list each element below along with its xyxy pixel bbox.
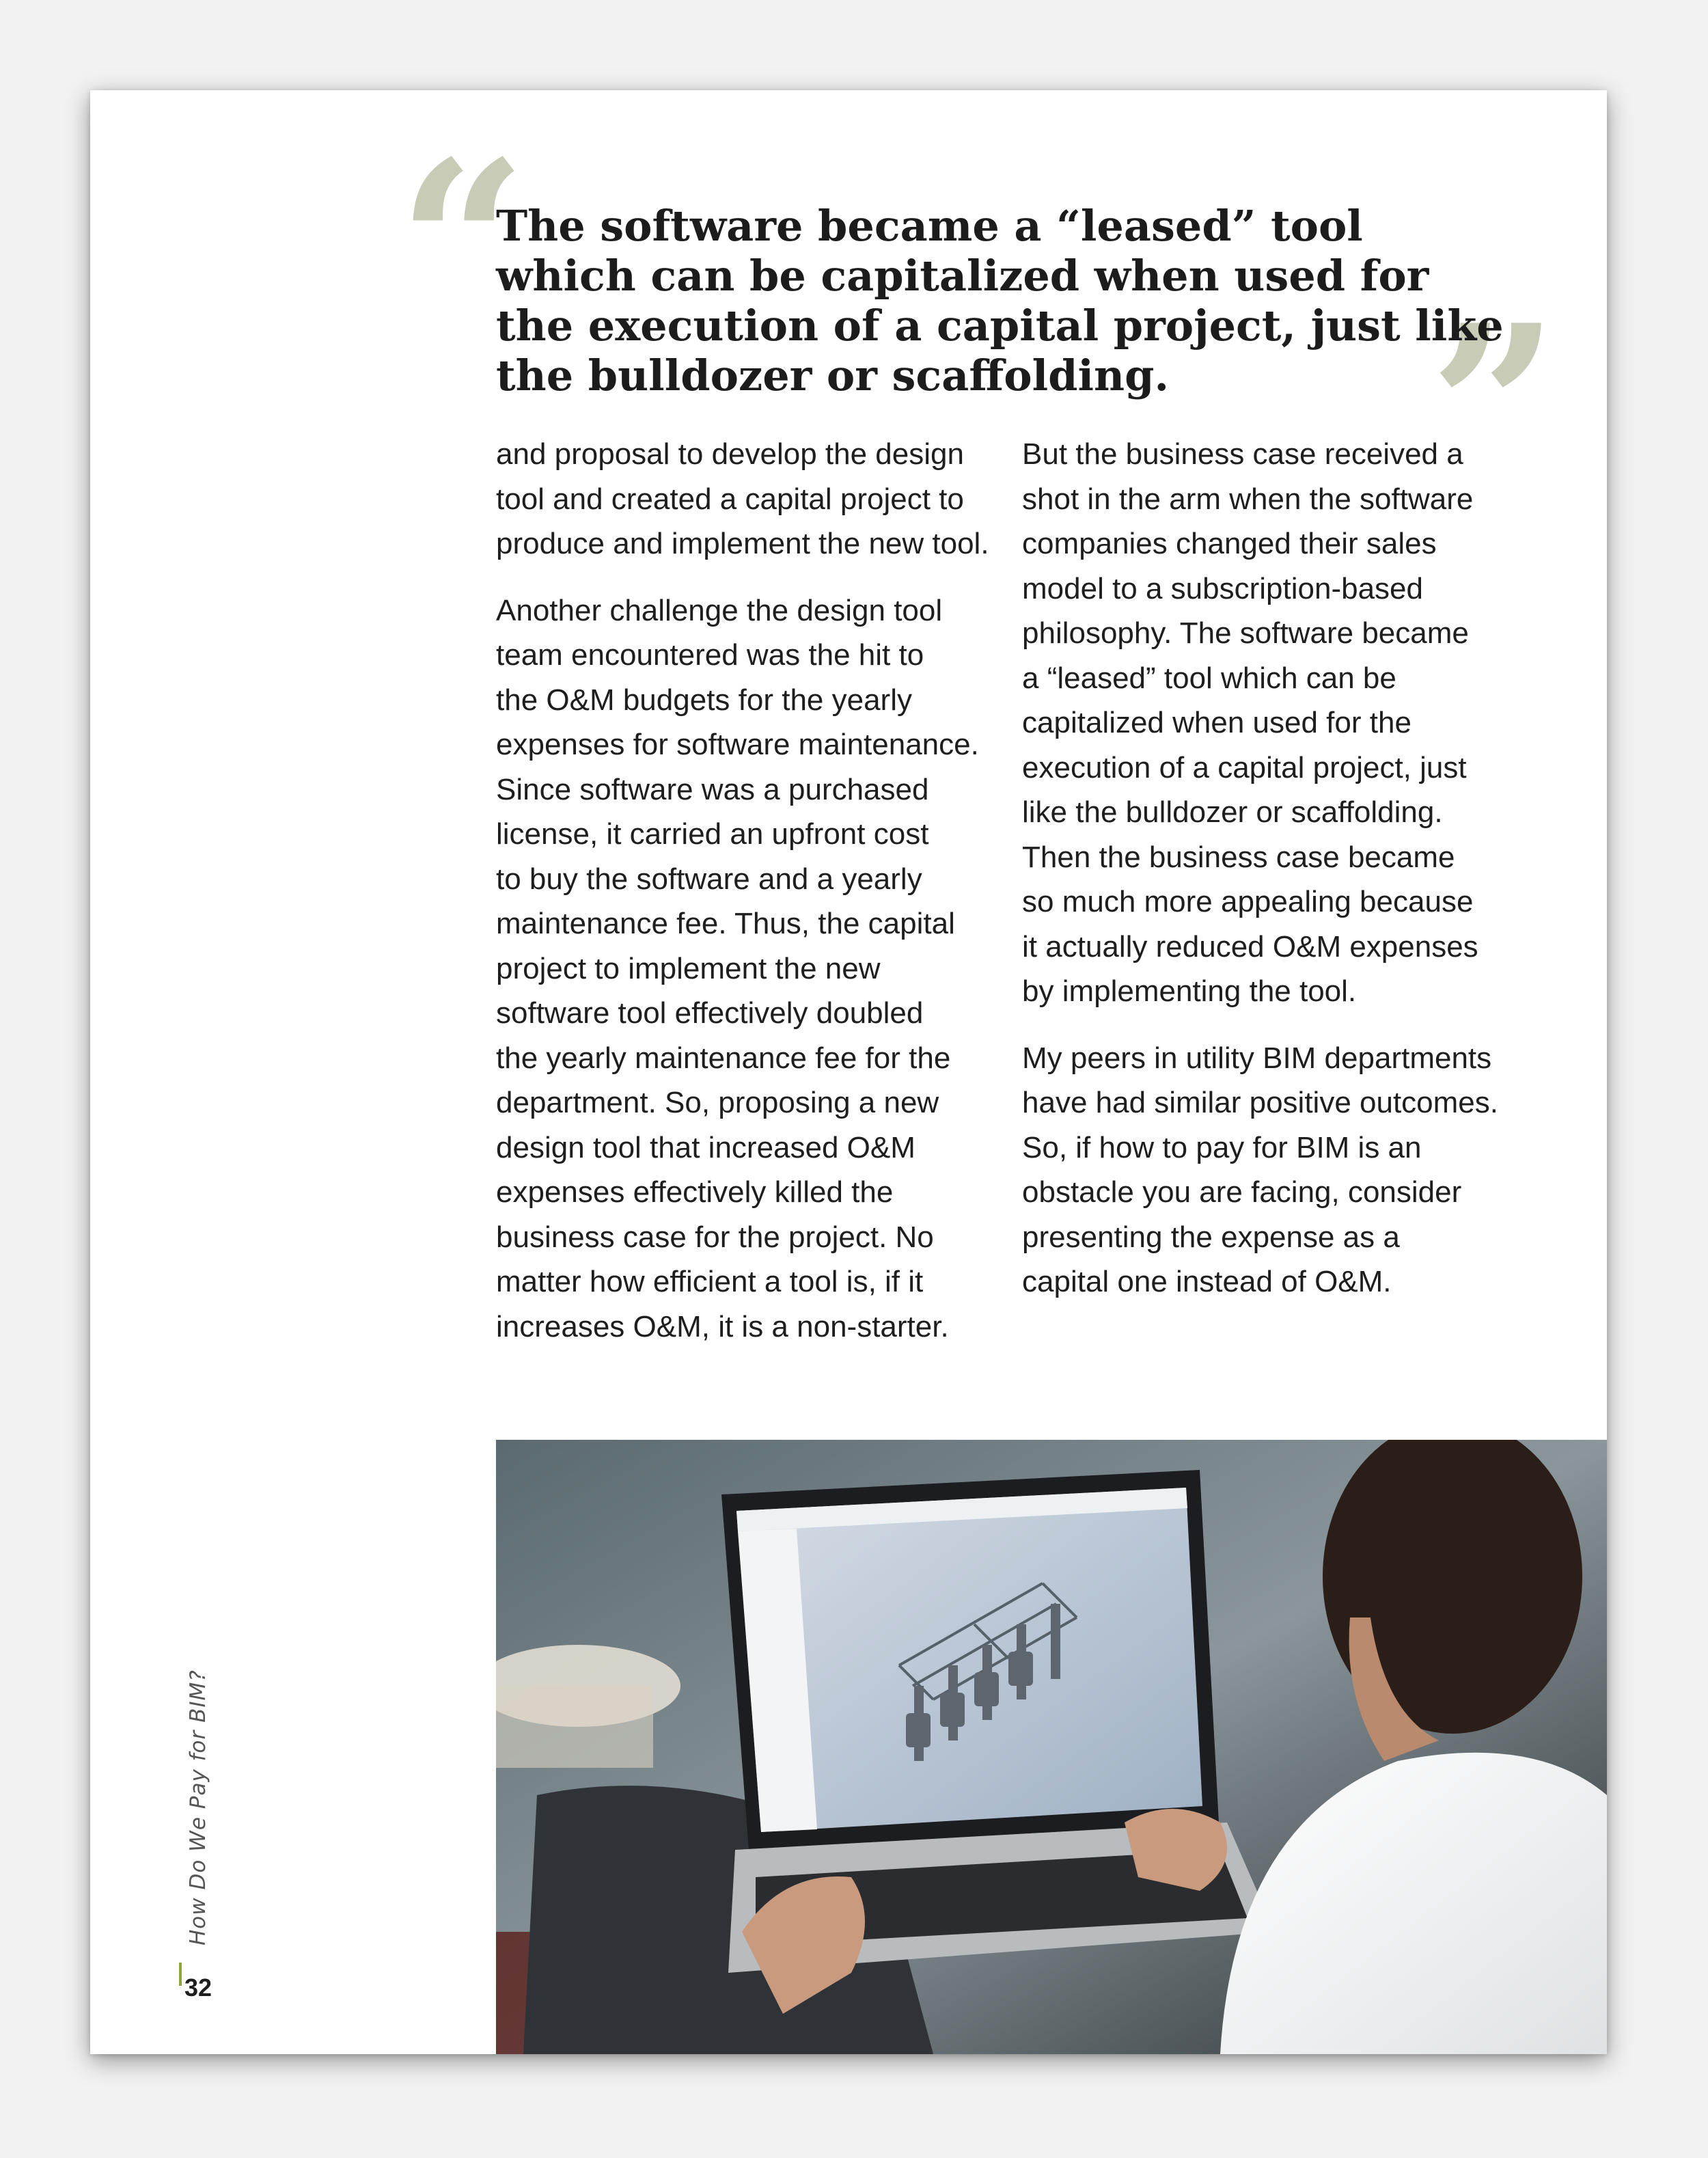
text-line: tool and created a capital project to — [496, 482, 964, 516]
text-line: the O&M budgets for the yearly — [496, 683, 912, 717]
pull-quote-line: The software became a “leased” tool — [496, 201, 1363, 251]
text-line: software tool effectively doubled — [496, 996, 924, 1030]
text-line: project to implement the new — [496, 951, 881, 985]
pull-quote — [496, 201, 1504, 400]
document-page — [90, 90, 1607, 2054]
text-line: presenting the expense as a — [1022, 1220, 1400, 1254]
text-line: license, it carried an upfront cost — [496, 817, 929, 851]
text-line: a “leased” tool which can be — [1022, 661, 1396, 695]
text-line: increases O&M, it is a non-starter. — [496, 1309, 949, 1343]
text-line: the yearly maintenance fee for the — [496, 1041, 951, 1075]
pull-quote-line: which can be capitalized when used for — [496, 251, 1429, 301]
text-line: have had similar positive outcomes. — [1022, 1086, 1498, 1119]
text-line: My peers in utility BIM departments — [1022, 1041, 1492, 1075]
text-line: produce and implement the new tool. — [496, 527, 989, 560]
text-line: and proposal to develop the design — [496, 437, 964, 471]
text-line: like the bulldozer or scaffolding. — [1022, 795, 1443, 829]
laptop-photo-illustration — [496, 1440, 1607, 2054]
text-line: shot in the arm when the software — [1022, 482, 1474, 516]
text-line: Another challenge the design tool — [496, 593, 943, 627]
paragraph — [496, 588, 1002, 1350]
pull-quote-line: the bulldozer or scaffolding. — [496, 351, 1170, 400]
text-line: matter how efficient a tool is, if it — [496, 1265, 924, 1298]
text-line: execution of a capital project, just — [1022, 750, 1467, 784]
text-line: expenses effectively killed the — [496, 1175, 894, 1209]
text-line: model to a subscription-based — [1022, 571, 1423, 605]
text-line: business case for the project. No — [496, 1220, 934, 1254]
text-line: by implementing the tool. — [1022, 974, 1357, 1008]
text-line: maintenance fee. Thus, the capital — [496, 907, 955, 940]
text-line: philosophy. The software became — [1022, 616, 1469, 650]
close-quote-mark: ” — [1429, 275, 1559, 541]
text-line: companies changed their sales — [1022, 527, 1437, 560]
text-line: Since software was a purchased — [496, 772, 929, 806]
laptop-photo — [496, 1440, 1607, 2054]
text-line: team encountered was the hit to — [496, 638, 924, 672]
text-line: expenses for software maintenance. — [496, 728, 979, 761]
text-line: capital one instead of O&M. — [1022, 1265, 1392, 1298]
text-line: design tool that increased O&M — [496, 1130, 915, 1164]
section-title-vertical: How Do We Pay for BIM? — [186, 1669, 210, 1945]
text-line: But the business case received a — [1022, 437, 1463, 471]
text-line: so much more appealing because — [1022, 885, 1474, 918]
text-line: obstacle you are facing, consider — [1022, 1175, 1462, 1209]
paragraph — [1022, 432, 1528, 1014]
left-text-column — [496, 432, 1002, 1371]
page-number: 32 — [184, 1973, 212, 2002]
text-line: So, if how to pay for BIM is an — [1022, 1130, 1422, 1164]
paragraph — [496, 432, 1002, 566]
open-quote-mark: “ — [398, 111, 527, 377]
pull-quote-line: the execution of a capital project, just like — [496, 301, 1504, 351]
footer-accent-bar — [179, 1963, 182, 1986]
text-line: to buy the software and a yearly — [496, 862, 922, 896]
right-text-column — [1022, 432, 1528, 1326]
text-line: capitalized when used for the — [1022, 706, 1411, 739]
text-line: it actually reduced O&M expenses — [1022, 929, 1478, 964]
text-line: department. So, proposing a new — [496, 1086, 939, 1119]
text-line: Then the business case became — [1022, 840, 1455, 874]
paragraph — [1022, 1036, 1528, 1305]
